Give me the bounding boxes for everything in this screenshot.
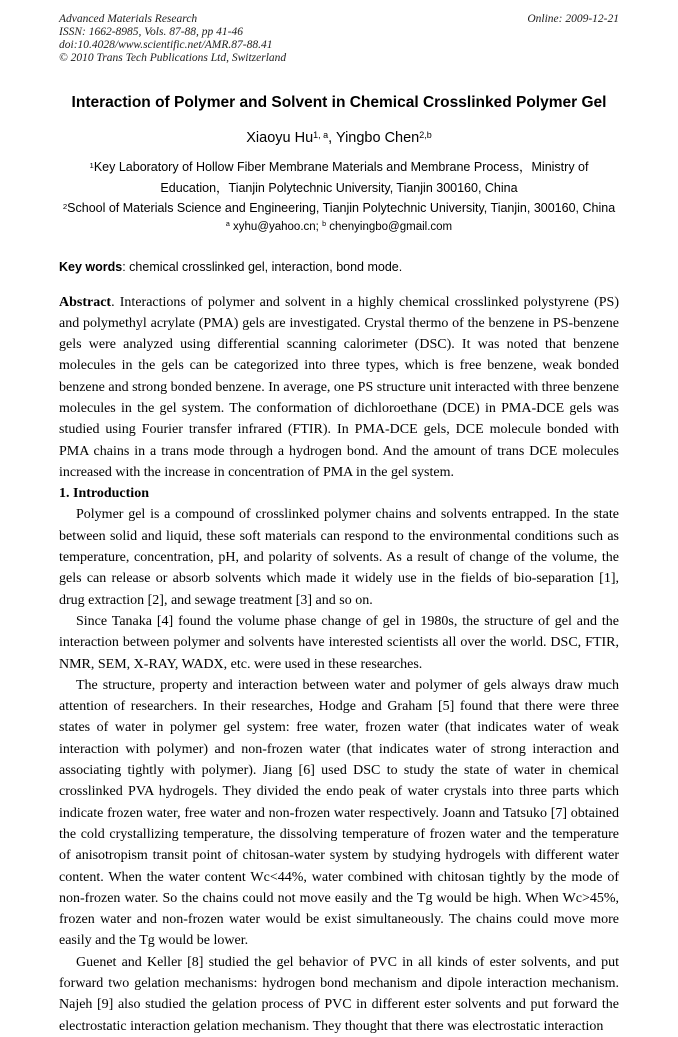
introduction-paragraph-4: Guenet and Keller [8] studied the gel behavior of PVC in all kinds of ester solvents, and put forward two gelation mechanisms: hydrogen bond mechanism and dipole interaction mechanism. Najeh [9] also studied the gelation process of PVC in different ester solvents and put forward the electrostatic interaction gelation mechanism. They thought that there was electrostatic interaction xyxy=(59,954,619,1034)
doi-line: doi:10.4028/www.scientific.net/AMR.87-88.41 xyxy=(59,39,273,51)
abstract-paragraph xyxy=(59,292,619,484)
author-1-affiliation-mark: 1, a xyxy=(313,129,329,140)
email-a-address: xyhu@yahoo.cn; xyxy=(229,220,323,233)
authors-separator: , xyxy=(328,130,336,146)
copyright-line: © 2010 Trans Tech Publications Ltd, Switzerland xyxy=(59,52,287,64)
abstract-label: Abstract xyxy=(59,294,112,310)
email-b-address: chenyingbo@gmail.com xyxy=(326,220,453,233)
section-heading-introduction: 1. Introduction xyxy=(59,486,149,502)
authors-line xyxy=(59,129,619,147)
affiliation-2 xyxy=(59,198,619,219)
keywords-text: : chemical crosslinked gel, interaction, bond mode. xyxy=(122,259,403,274)
affiliation-2-text: School of Materials Science and Engineering, Tianjin Polytechnic University, Tianjin, 300160, China xyxy=(67,201,616,215)
abstract-text: . Interactions of polymer and solvent in a highly chemical crosslinked polystyrene (PS) and polymethyl acrylate (PMA) gels are investigated. Crystal thermo of the benzene in PS-benzene gels were analyzed using differential scanning calorimeter (DSC). It was noted that benzene molecules in the gels can be categorized into three types, which is free benzene, weak bonded benzene and strong bonded benzene. In average, one PS structure unit interacted with three benzene molecules in the gel system. The conformation of dichloroethane (DCE) in PMA-DCE gels was studied using Fourier transfer infrared (FTIR). In PMA-DCE gels, DCE molecule bonded with PMA chains in a trans mode through a hydrogen bond. And the amount of trans DCE molecules increased with the increase in concentration of PMA in the gel system. xyxy=(59,294,619,480)
affiliation-2-mark: 2 xyxy=(62,201,68,211)
author-2-name: Yingbo Chen xyxy=(335,130,420,146)
affiliation-1-mark: 1 xyxy=(89,160,94,170)
introduction-paragraph-3: The structure, property and interaction between water and polymer of gels always draw much attention of researchers. In their researches, Hodge and Graham [5] found that there were three states of water in polymer gel system: free water, frozen water (that indicates water of weak interaction with polymer) and non-frozen water (that indicates water of strong interaction and associating tightly with polymer). Jiang [6] used DSC to study the state of water in chemical crosslinked PVA hydrogels. They divided the endo peak of water crystals into three parts which indicate frozen water, free water and non-frozen water respectively. Joann and Tatsuko [7] obtained the cold crystallizing temperature, the dissolving temperature of frozen water and the temperature of anisotropism transit point of chitosan-water system by studying hydrogels with different water content. When the water content Wc<44%, water combined with chitosan tightly by the mode of non-frozen water. So the chains could not move easily and the Tg would be high. When Wc>45%, frozen water and non-frozen water would be exist simultaneously. The chains could move more easily and the Tg would be lower. xyxy=(59,677,619,949)
affiliations-block xyxy=(59,157,619,236)
online-date: Online: 2009-12-21 xyxy=(527,13,619,25)
keywords-line xyxy=(59,259,619,275)
issn-volume-line: ISSN: 1662-8985, Vols. 87-88, pp 41-46 xyxy=(59,26,243,38)
paper-title: Interaction of Polymer and Solvent in Chemical Crosslinked Polymer Gel xyxy=(71,94,607,111)
journal-name: Advanced Materials Research xyxy=(59,13,198,25)
affiliation-1 xyxy=(59,157,619,198)
journal-info-block xyxy=(59,13,286,65)
email-a-mark: a xyxy=(225,220,230,229)
keywords-label: Key words xyxy=(59,259,123,274)
journal-header xyxy=(59,13,619,65)
author-1-name: Xiaoyu Hu xyxy=(246,130,314,146)
introduction-paragraph-1: Polymer gel is a compound of crosslinked polymer chains and solvents entrapped. In the state between solid and liquid, these soft materials can respond to the environmental conditions such as temperature, concentration, pH, and polarity of solvents. As a result of change of the volume, the gels can release or absorb solvents which made it widely use in the fields of bio-separation [1], drug extraction [2], and sewage treatment [3] and so on. xyxy=(59,507,619,608)
author-emails-line xyxy=(59,219,619,236)
author-2-affiliation-mark: 2,b xyxy=(419,129,432,140)
affiliation-1-text: Key Laboratory of Hollow Fiber Membrane Materials and Membrane Process，Ministry of Education，Tianjin Polytechnic University, Tianjin 300160, China xyxy=(93,160,589,195)
email-b-mark: b xyxy=(322,220,327,229)
introduction-paragraph-2: Since Tanaka [4] found the volume phase change of gel in 1980s, the structure of gel and the interaction between polymer and solvents have interested scientists all over the world. DSC, FTIR, NMR, SEM, X-RAY, WADX, etc. were used in these researches. xyxy=(59,613,619,672)
